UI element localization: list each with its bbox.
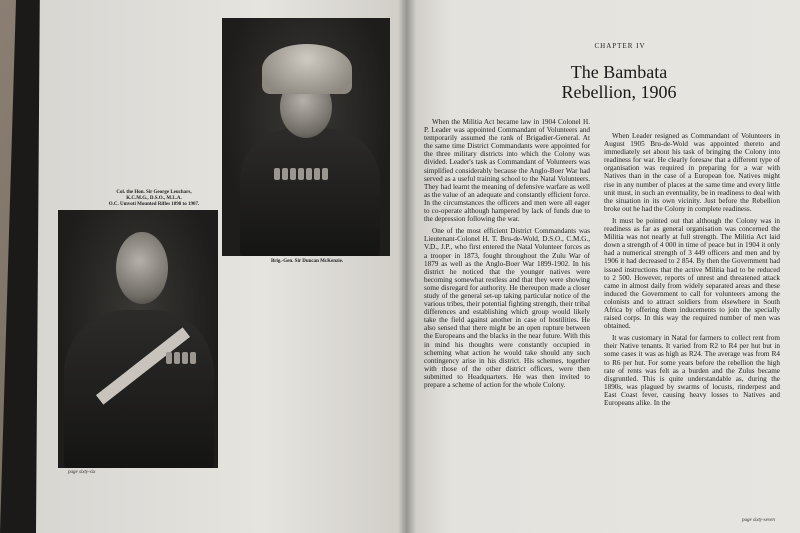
page-title: The Bambata Rebellion, 1906 xyxy=(561,62,677,102)
uniform-figure xyxy=(64,310,214,468)
book-gutter xyxy=(398,0,416,533)
page-number-right: page sixty-seven xyxy=(742,518,775,523)
portrait-colonel-photo xyxy=(58,210,218,468)
paragraph: When Leader resigned as Commandant of Volunteers in August 1905 Bru-de-Wold was appointed thereto and immediately set about his task of bringing the Colony into readiness for war. He clearly foresaw that a different type of organisation was required in preparing for a war with Natives than in the case of a European foe. Natives might rise in any number of places at the same time and every little unit must, in such an eventuality, be in readiness to deal with the situation in its own vicinity. Just before the Rebellion broke out he had the Colony in complete readiness. xyxy=(604,132,780,213)
portrait-general-photo xyxy=(222,18,390,256)
paragraph: It was customary in Natal for farmers to collect rent from their Native tenants. It varied from R2 to R4 per hut but in some cases it was as high as R24. The average was from R4 to R6 per hut. For some years before the rebellion the high rate of rents was felt as a burden and the Zulus became disgruntled. This is quite understandable as, during the 1890s, was plagued by swarms of locusts, rinderpest and East Coast fever, causing heavy losses to Natives and Europeans alike. In the xyxy=(604,334,780,407)
caption-colonel: Col. the Hon. Sir George Leuchars, K.C.M.G., D.S.O., M.L.A. O.C. Umvoti Mounted Rifles 1898 to 1907. xyxy=(108,190,200,207)
paragraph: One of the most efficient District Commandants was Lieutenant-Colonel H. T. Bru-de-Wold, D.S.O., C.M.G., V.D., J.P., who first entered the Natal Volunteer forces as a trooper in 1873, fought throughout the Zulu War of 1879 as well as the Anglo-Boer War 1899-1902. In his district he noticed that the younger natives were becoming somewhat restless and that they were showing some disregard for authority. He thereupon made a closer study of the general set-up taking particular notice of the various tribes, their potential fighting strength, their tribal differences and establishing which group would likely take the field against another in case of hostilities. He also sensed that there might be an open rupture between the Europeans and the blacks in the near future. With this in mind his thoughts were constantly occupied in scheming what action he would take should any such contingency arise in his district. His schemes, together with those of the other district officers, were then submitted to Headquarters. He was then invited to prepare a scheme of action for the whole Colony. xyxy=(424,227,590,389)
text-column-left xyxy=(424,118,590,393)
medal-row xyxy=(274,168,328,180)
pith-helmet xyxy=(262,44,352,94)
chapter-heading: CHAPTER IV xyxy=(594,42,646,50)
paragraph: When the Militia Act became law in 1904 Colonel H. P. Leader was appointed Commandant of Volunteers and temporarily assumed the rank of Brigadier-General. At the same time District Commandants were appointed for the three military districts into which the Colony was divided. Leader's task as Commandant of Volunteers was simplified considerably because the Anglo-Boer War had served as a useful training school to the Natal Volunteers. They had learnt the meaning of defensive warfare as well as the value of an adequate and constantly efficient force. In the circumstances the officers and men were all eager to co-operate although hampered by lack of funds due to the depression following the war. xyxy=(424,118,590,224)
text-column-right xyxy=(604,132,780,411)
medal-row xyxy=(166,352,196,364)
paragraph: It must be pointed out that although the Colony was in readiness as far as general organisation was concerned the Militia was not nearly at full strength. The Militia Act laid down a strength of 4 000 in time of peace but in 1904 it only had a numerical strength of 3 449 officers and men and by 1906 it had decreased to 2 854. By then the Government had issued instructions that the active Militia had to be reduced to 2 500. However, reports of unrest and threatened attack came in almost daily from widely separated areas and these induced the Government to call for volunteers among the colonists and to attract soldiers from elsewhere in South Africa by offering them inducements to join the specially raised corps. In this way the required number of men was obtained. xyxy=(604,216,780,331)
page-number-left: page sixty-six xyxy=(68,470,96,475)
uniform-figure xyxy=(240,128,380,256)
caption-general: Brig.-Gen. Sir Duncan McKenzie. xyxy=(270,259,344,264)
face xyxy=(116,232,168,304)
